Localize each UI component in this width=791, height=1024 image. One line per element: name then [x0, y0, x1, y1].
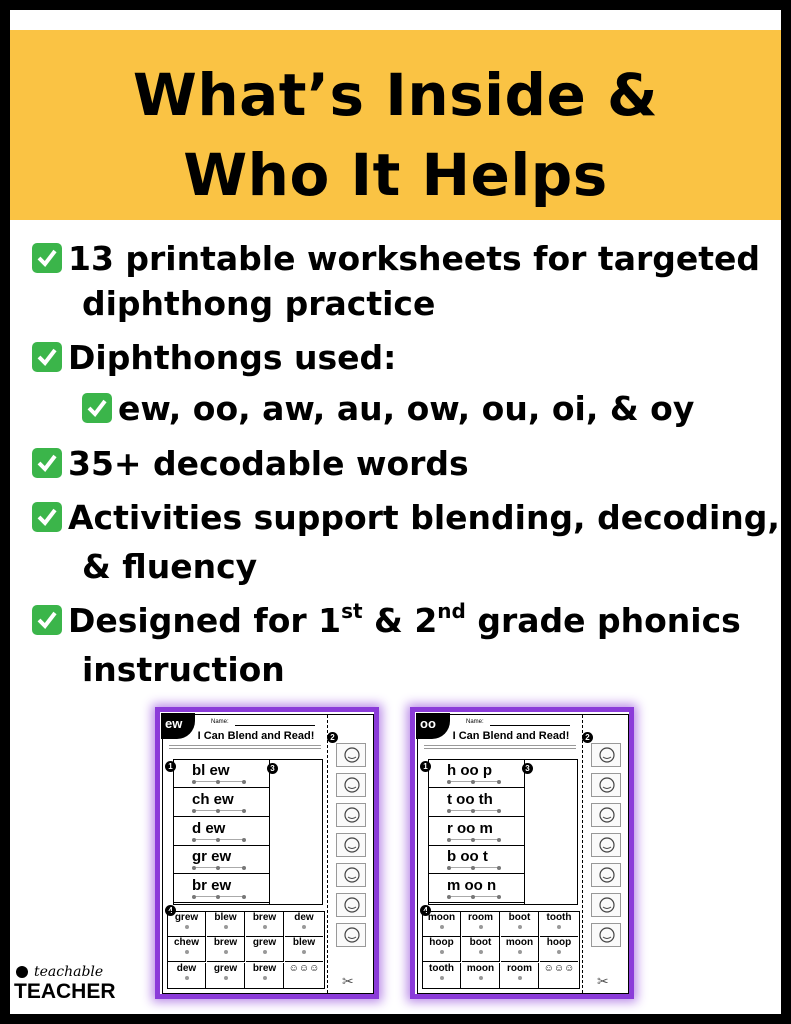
- blend-line: [451, 810, 499, 811]
- worksheet-page: [417, 714, 629, 994]
- blend-row: [174, 875, 269, 903]
- fluency-cell: [168, 963, 206, 988]
- check-icon: [32, 605, 62, 635]
- fluency-word: brew: [252, 962, 277, 974]
- fluency-grid: [167, 911, 325, 989]
- boy-icon-drawing: [342, 836, 362, 856]
- fluency-dot: [440, 925, 444, 929]
- feature-text: 35+ decodable words: [68, 444, 469, 483]
- fluency-dot: [224, 950, 228, 954]
- text-part: & 2: [362, 601, 438, 640]
- fluency-word: chew: [173, 937, 199, 949]
- fluency-dot: [518, 925, 522, 929]
- blend-dot: [216, 809, 220, 813]
- fluency-cell: [501, 963, 539, 988]
- fluency-dot: [185, 950, 189, 954]
- fluency-dot: [479, 950, 483, 954]
- blend-dots: [192, 895, 250, 899]
- check-icon: [82, 393, 112, 423]
- feature-text: Diphthongs used:: [68, 338, 397, 377]
- blend-dot: [447, 866, 451, 870]
- fluency-word: tooth: [429, 962, 454, 974]
- blend-dots: [192, 780, 250, 784]
- fluency-cell: [207, 963, 245, 988]
- fluency-word: hoop: [429, 937, 454, 949]
- feature-item: [32, 442, 469, 486]
- blend-line: [196, 810, 244, 811]
- picture-strip: [327, 715, 374, 993]
- fluency-cell: [540, 912, 578, 937]
- worksheet-page: [162, 714, 374, 994]
- fluency-grid: [422, 911, 580, 989]
- blend-dot: [497, 866, 501, 870]
- blend-line: [451, 896, 499, 897]
- name-line: [490, 725, 570, 726]
- fluency-cell: [462, 937, 500, 962]
- fluency-dot: [224, 976, 228, 980]
- blend-dot: [447, 809, 451, 813]
- directions-line: [424, 748, 576, 749]
- girl-icon-drawing: [342, 776, 362, 796]
- fluency-cell: [423, 937, 461, 962]
- fluency-dot: [440, 976, 444, 980]
- blend-word: br ew: [192, 877, 232, 895]
- room-icon-drawing: [597, 896, 617, 916]
- fluency-word: brew: [213, 937, 238, 949]
- fish-icon: [591, 863, 621, 887]
- cauldron-icon: [336, 893, 366, 917]
- blend-line: [451, 781, 499, 782]
- room-icon: [591, 893, 621, 917]
- boot-icon: [591, 833, 621, 857]
- king-icon-drawing: [342, 806, 362, 826]
- fluency-cell: [462, 912, 500, 937]
- fluency-cell: [285, 912, 323, 937]
- blend-dot: [216, 895, 220, 899]
- feature-text-continued: & fluency: [82, 547, 258, 586]
- blend-dot: [497, 838, 501, 842]
- fluency-dot: [263, 976, 267, 980]
- blend-row: [429, 789, 524, 817]
- blend-word: m oo n: [447, 877, 497, 895]
- fluency-dot: [263, 950, 267, 954]
- fluency-dot: [302, 950, 306, 954]
- rabbit-icon: [336, 743, 366, 767]
- blend-dots: [447, 838, 505, 842]
- fluency-word: moon: [427, 912, 456, 923]
- blend-dot: [497, 780, 501, 784]
- blend-line: [196, 867, 244, 868]
- blend-dot: [216, 780, 220, 784]
- fluency-word: dew: [294, 912, 314, 923]
- fluency-dot: [440, 950, 444, 954]
- directions: [424, 745, 576, 753]
- step-number: 2: [327, 732, 338, 743]
- fluency-dot: [518, 976, 522, 980]
- feature-sub-item: [82, 387, 694, 431]
- fluency-cell: [168, 912, 206, 937]
- fluency-word: grew: [213, 962, 238, 974]
- grid-divider: [524, 760, 525, 904]
- tooth-icon-drawing: [597, 806, 617, 826]
- blend-dot: [471, 838, 475, 842]
- blend-dot: [471, 895, 475, 899]
- feature-text: [68, 601, 741, 640]
- basket-hoop-icon-drawing: [597, 926, 617, 946]
- text-part: grade phonics: [465, 601, 741, 640]
- feature-text-continued: instruction: [82, 650, 285, 689]
- blend-dots: [447, 895, 505, 899]
- fluency-word: dew: [176, 962, 197, 974]
- blend-dot: [497, 809, 501, 813]
- apple-icon: [16, 966, 28, 978]
- check-icon: [32, 502, 62, 532]
- blend-dot: [447, 895, 451, 899]
- rabbit-icon-drawing: [342, 746, 362, 766]
- worksheet-title: I Can Blend and Read!: [197, 730, 315, 742]
- fluency-dot: [224, 925, 228, 929]
- fluency-cell: [207, 937, 245, 962]
- fluency-word: grew: [252, 937, 277, 949]
- directions-line: [424, 745, 576, 746]
- blend-dot: [242, 809, 246, 813]
- blend-word: bl ew: [192, 762, 230, 779]
- fluency-cell: [423, 963, 461, 988]
- blend-dots: [192, 866, 250, 870]
- fluency-cell: [423, 912, 461, 937]
- fluency-dot: [302, 925, 306, 929]
- cauldron-icon-drawing: [342, 896, 362, 916]
- house-icon: [591, 773, 621, 797]
- step-number: 3: [522, 763, 533, 774]
- fluency-cell: [540, 963, 578, 988]
- blend-dot: [242, 895, 246, 899]
- fluency-word: ☺☺☺: [288, 962, 320, 974]
- fluency-word: ☺☺☺: [543, 962, 575, 974]
- worksheet-tag: ew: [161, 713, 195, 739]
- text-part: Designed for 1: [68, 601, 342, 640]
- feature-text: 13 printable worksheets for targeted: [68, 239, 761, 278]
- blend-word: d ew: [192, 819, 226, 837]
- feature-item: [32, 599, 741, 643]
- blend-line: [196, 839, 244, 840]
- blend-dot: [192, 780, 196, 784]
- feature-item: [32, 237, 760, 281]
- girl-icon: [336, 773, 366, 797]
- moon-face-icon: [591, 743, 621, 767]
- fluency-cell: [246, 937, 284, 962]
- blend-dots: [192, 809, 250, 813]
- brew-icon: [336, 923, 366, 947]
- blend-dots: [447, 866, 505, 870]
- blend-dot: [216, 866, 220, 870]
- name-label: Name:: [466, 719, 484, 725]
- blend-word: gr ew: [192, 848, 232, 866]
- blend-word: ch ew: [192, 790, 234, 808]
- worksheet-preview-oo: [410, 707, 634, 999]
- fluency-dot: [557, 925, 561, 929]
- blend-dot: [192, 838, 196, 842]
- blend-row: [174, 760, 269, 788]
- blend-grid: [428, 759, 578, 905]
- fluency-cell: [246, 912, 284, 937]
- boot-icon-drawing: [597, 836, 617, 856]
- logo-small-text: teachable: [34, 964, 104, 980]
- step-number: 3: [267, 763, 278, 774]
- blend-dot: [471, 866, 475, 870]
- blend-row: [429, 760, 524, 788]
- fluency-word: boot: [469, 937, 492, 949]
- fluency-cell: [168, 937, 206, 962]
- name-label: Name:: [211, 719, 229, 725]
- directions: [169, 745, 321, 753]
- scissors-icon: ✂: [342, 973, 354, 989]
- fluency-dot: [479, 976, 483, 980]
- blend-line: [451, 867, 499, 868]
- fluency-word: grew: [174, 912, 199, 923]
- blend-dot: [471, 809, 475, 813]
- feature-item: [32, 336, 396, 380]
- directions-line: [169, 745, 321, 746]
- blend-dot: [242, 866, 246, 870]
- tooth-icon: [591, 803, 621, 827]
- step-number: 1: [420, 761, 431, 772]
- blend-word: b oo t: [447, 848, 488, 866]
- basket-hoop-icon: [591, 923, 621, 947]
- step-number: 4: [420, 905, 431, 916]
- fluency-dot: [263, 925, 267, 929]
- feature-item: [32, 496, 780, 540]
- blend-dot: [447, 780, 451, 784]
- pirate-icon-drawing: [342, 866, 362, 886]
- fluency-word: tooth: [546, 912, 572, 923]
- page: [10, 10, 781, 1014]
- fluency-word: blew: [292, 937, 316, 949]
- blend-row: [174, 818, 269, 846]
- superscript: nd: [437, 599, 466, 623]
- blend-dots: [447, 809, 505, 813]
- check-icon: [32, 243, 62, 273]
- blend-dots: [447, 780, 505, 784]
- blend-word: r oo m: [447, 819, 493, 837]
- scissors-icon: ✂: [597, 973, 609, 989]
- directions-line: [169, 748, 321, 749]
- fluency-cell: [285, 963, 323, 988]
- blend-line: [196, 781, 244, 782]
- blend-dots: [192, 838, 250, 842]
- step-number: 2: [582, 732, 593, 743]
- blend-row: [429, 875, 524, 903]
- check-icon: [32, 448, 62, 478]
- fluency-cell: [246, 963, 284, 988]
- blend-dot: [471, 780, 475, 784]
- blend-line: [196, 896, 244, 897]
- blend-grid: [173, 759, 323, 905]
- blend-row: [174, 846, 269, 874]
- blend-dot: [242, 838, 246, 842]
- fluency-cell: [501, 912, 539, 937]
- blend-dot: [447, 838, 451, 842]
- blend-dot: [216, 838, 220, 842]
- moon-face-icon-drawing: [597, 746, 617, 766]
- blend-word: t oo th: [447, 790, 493, 808]
- title-line-2: Who It Helps: [183, 141, 608, 209]
- fish-icon-drawing: [597, 866, 617, 886]
- fluency-word: room: [507, 962, 532, 974]
- worksheet-preview-ew: [155, 707, 379, 999]
- fluency-cell: [540, 937, 578, 962]
- check-icon: [32, 342, 62, 372]
- blend-dot: [192, 895, 196, 899]
- logo-big-text: TEACHER: [14, 980, 116, 1003]
- blend-line: [451, 839, 499, 840]
- title-banner: [10, 30, 781, 220]
- blend-dot: [497, 895, 501, 899]
- blend-word: h oo p: [447, 762, 492, 779]
- step-number: 1: [165, 761, 176, 772]
- fluency-word: brew: [252, 912, 277, 923]
- fluency-word: blew: [214, 912, 237, 923]
- name-line: [235, 725, 315, 726]
- blend-row: [429, 846, 524, 874]
- superscript: st: [341, 599, 363, 623]
- blend-row: [174, 789, 269, 817]
- picture-strip: [582, 715, 629, 993]
- fluency-cell: [207, 912, 245, 937]
- grid-divider: [269, 760, 270, 904]
- fluency-dot: [557, 950, 561, 954]
- worksheet-title: I Can Blend and Read!: [452, 730, 570, 742]
- feature-text: Activities support blending, decoding,: [68, 498, 780, 537]
- blend-dot: [192, 809, 196, 813]
- step-number: 4: [165, 905, 176, 916]
- pirate-icon: [336, 863, 366, 887]
- house-icon-drawing: [597, 776, 617, 796]
- blend-dot: [242, 780, 246, 784]
- blend-dot: [192, 866, 196, 870]
- fluency-dot: [518, 950, 522, 954]
- fluency-cell: [462, 963, 500, 988]
- fluency-word: moon: [466, 962, 495, 974]
- fluency-cell: [501, 937, 539, 962]
- boy-icon: [336, 833, 366, 857]
- fluency-word: boot: [508, 912, 531, 923]
- brew-icon-drawing: [342, 926, 362, 946]
- king-icon: [336, 803, 366, 827]
- feature-text-continued: diphthong practice: [82, 284, 436, 323]
- worksheet-tag: oo: [416, 713, 450, 739]
- blend-row: [429, 818, 524, 846]
- fluency-word: hoop: [546, 937, 572, 949]
- fluency-dot: [185, 925, 189, 929]
- fluency-dot: [479, 925, 483, 929]
- logo: [14, 964, 114, 1014]
- fluency-word: moon: [505, 937, 534, 949]
- fluency-dot: [185, 976, 189, 980]
- fluency-cell: [285, 937, 323, 962]
- fluency-word: room: [468, 912, 493, 923]
- title-line-1: What’s Inside &: [132, 61, 659, 129]
- feature-text: ew, oo, aw, au, ow, ou, oi, & oy: [118, 389, 695, 428]
